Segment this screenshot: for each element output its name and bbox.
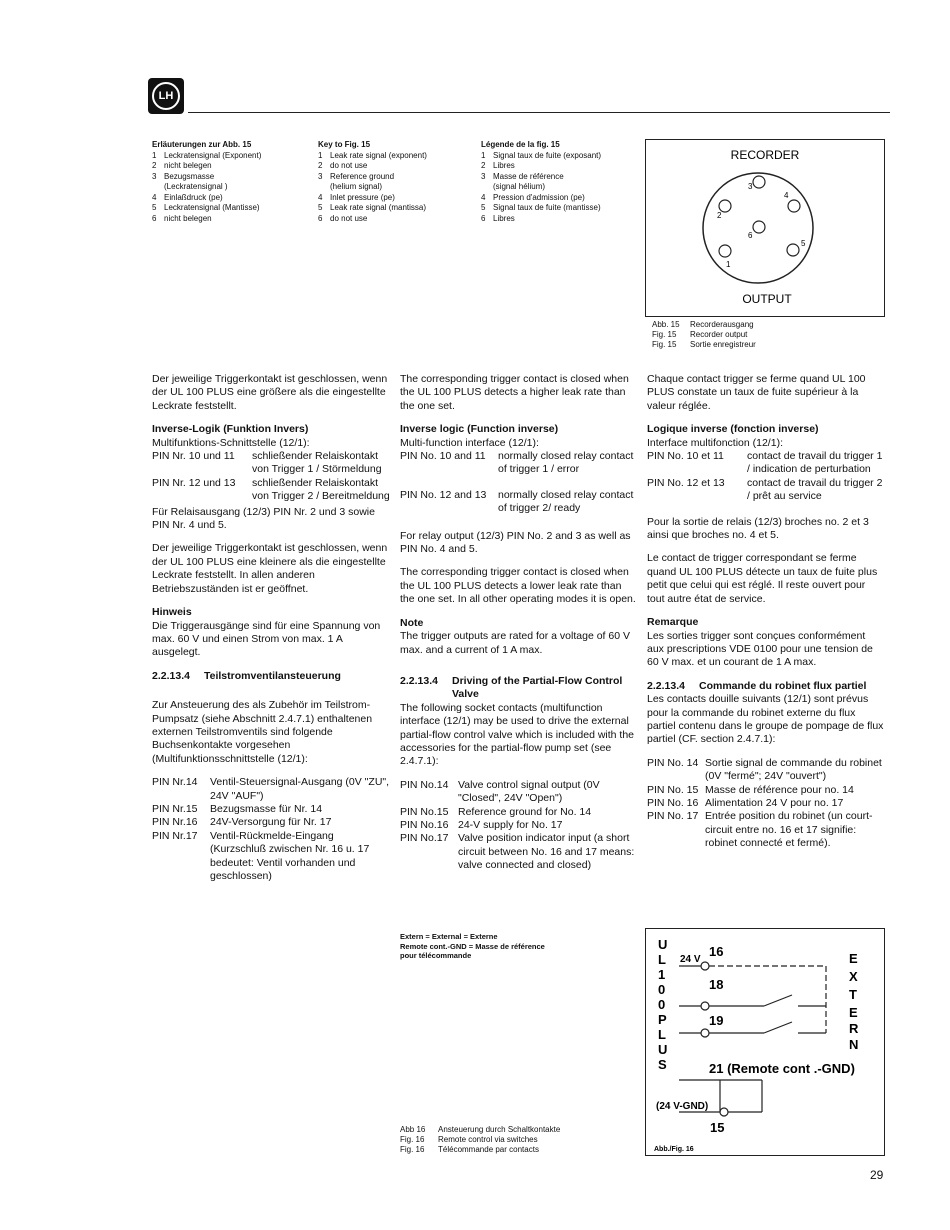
svg-text:X: X [849, 969, 858, 984]
legend-item: 6 Libres [481, 213, 515, 223]
svg-text:1: 1 [658, 967, 666, 982]
recorder-title: RECORDER [730, 148, 800, 162]
pin-label-6: 6 [748, 231, 753, 240]
note-heading: Hinweis [152, 606, 192, 619]
legend-item: 6 do not use [318, 213, 368, 223]
svg-text:N: N [849, 1037, 859, 1052]
pin-4 [788, 200, 800, 212]
legend-item: 1 Leckratensignal (Exponent) [152, 150, 262, 160]
legend-item: 4 Inlet pressure (pe) [318, 192, 395, 202]
column-german [152, 373, 390, 883]
leybold-logo [148, 78, 184, 114]
legend-item: 2 do not use [318, 161, 368, 170]
paragraph: Chaque contact trigger se ferme quand UL 100 PLUS constate un taux de fuite supérieur à la valeur réglée. [647, 373, 866, 412]
legend-item: 4 Pression d'admission (pe) [481, 192, 585, 202]
pin-3 [753, 176, 765, 188]
pin-19-label: 19 [709, 1013, 724, 1028]
pin-row: PIN No. 12 et 13 contact de travail du trigger 2 / prêt au service [647, 476, 883, 503]
pin-18-label: 18 [709, 977, 724, 992]
pin-19 [701, 1029, 709, 1037]
extern-vertical-label [849, 951, 859, 1052]
paragraph: Der jeweilige Triggerkontakt ist geschlossen, wenn der UL 100 PLUS eine größere als die eingestellte Leckrate feststellt. [152, 373, 388, 412]
paragraph: Interface multifonction (12/1): [647, 436, 783, 449]
pin-21-label: 21 (Remote cont .-GND) [709, 1061, 855, 1076]
pin-18 [701, 1002, 709, 1010]
note-heading: Remarque [647, 616, 699, 629]
svg-text:0: 0 [658, 997, 666, 1012]
switch-18 [764, 995, 792, 1006]
legend-title: Key to Fig. 15 [318, 140, 371, 149]
pin-label-1: 1 [726, 260, 731, 269]
pin-5 [787, 244, 799, 256]
legend-title: Légende de la fig. 15 [481, 140, 560, 149]
legend-fr [481, 140, 646, 224]
paragraph: Für Relaisausgang (12/3) PIN Nr. 2 und 3 sowie PIN Nr. 4 und 5. [152, 505, 375, 532]
pin-label-2: 2 [717, 211, 722, 220]
pin-label-5: 5 [801, 239, 806, 248]
pin-15-label: 15 [710, 1120, 725, 1135]
section-heading: 2.2.13.4 Commande du robinet flux partiel [647, 679, 867, 692]
legend-item: 2 nicht belegen [152, 161, 212, 170]
legend-item: 3 Bezugsmasse (Leckratensignal ) [152, 171, 228, 191]
ground-24v-label: (24 V-GND) [656, 1101, 709, 1112]
pin-row: PIN No. 15 Masse de référence pour no. 14 [647, 783, 854, 796]
svg-text:L: L [658, 952, 666, 967]
svg-text:U: U [658, 1042, 668, 1057]
subheading: Inverse-Logik (Funktion Invers) [152, 423, 309, 436]
fig16-abbreviation-note: Extern = External = Externe Remote cont.-GND = Masse de référence pour télécommande [400, 932, 545, 960]
paragraph: Les contacts douille suivants (12/1) sont prévus pour la commande du robinet externe du flux partiel contenu dans le groupe de pompage de flux partiel (CF. section 2.4.7.1): [647, 693, 884, 746]
legend-item: 1 Leak rate signal (exponent) [318, 150, 427, 160]
subheading: Inverse logic (Function inverse) [400, 423, 559, 436]
legend-item: 6 nicht belegen [152, 213, 212, 223]
svg-text:E: E [849, 951, 858, 966]
remote-control-figure [645, 928, 885, 1156]
pin-row: PIN Nr.14 Ventil-Steuersignal-Ausgang (0V "ZU", 24V "AUF") [152, 776, 390, 802]
pin-label-3: 3 [748, 182, 753, 191]
legend-item: 5 Signal taux de fuite (mantisse) [481, 203, 601, 212]
legend-item: 1 Signal taux de fuite (exposant) [481, 150, 602, 160]
legend-item: 3 Reference ground (helium signal) [318, 171, 395, 191]
column-french [647, 373, 885, 851]
paragraph: Pour la sortie de relais (12/3) broches no. 2 et 3 ainsi que broches no. 4 et 5. [647, 515, 869, 542]
legend-item: 3 Masse de référence (signal hélium) [481, 171, 564, 191]
pin-16-label: 16 [709, 944, 724, 959]
pin-row: PIN No. 10 and 11 normally closed relay contact of trigger 1 / error [400, 450, 634, 476]
section-heading: 2.2.13.4 Teilstromventilansteuerung [152, 669, 341, 682]
pin-row: PIN Nr. 10 und 11 schließender Relaiskontakt von Trigger 1 / Störmeldung [152, 450, 382, 476]
paragraph: The corresponding trigger contact is closed when the UL 100 PLUS detects a lower leak rate than the one set. In all other operating modes it is open. [400, 566, 636, 606]
ul100plus-vertical-label [658, 937, 667, 1072]
pin-row: PIN No.17 Valve position indicator input (a short circuit between No. 16 and 17 means: valve connected and closed) [400, 832, 635, 872]
section-heading: 2.2.13.4 Driving of the Partial-Flow Control Valve [400, 674, 623, 701]
switch-19 [764, 1022, 792, 1033]
svg-text:T: T [849, 987, 857, 1002]
paragraph: The following socket contacts (multifunction interface (12/1) may be used to drive the external partial-flow control valve which is included with the accessories for the partial-flow pump set (see 2.4.7.1): [400, 701, 635, 768]
recorder-figure [645, 139, 885, 317]
pin-row: PIN No. 17 Entrée position du robinet (un court-circuit entre no. 16 et 17 signifie: robinet connecté et fermé). [647, 810, 873, 850]
paragraph: Multi-function interface (12/1): [400, 436, 539, 449]
fig16-caption: Abb 16 Ansteuerung durch Schaltkontakte Fig. 16 Remote control via switches Fig. 16 Télécommande par contacts [400, 1125, 561, 1154]
legend-title: Erläuterungen zur Abb. 15 [152, 140, 252, 149]
svg-text:S: S [658, 1057, 667, 1072]
paragraph: Le contact de trigger correspondant se ferme quand UL 100 PLUS détecte un taux de fuite plus petit que celui qui est réglé. Il reste ouvert pour tout autre état de service. [647, 552, 878, 605]
paragraph: Der jeweilige Triggerkontakt ist geschlossen, wenn der UL 100 PLUS eine kleinere als die eingestellte Leckrate feststellt. In allen anderen Betriebszuständen ist er geöffnet. [152, 542, 388, 595]
remote-control-diagram [646, 929, 884, 1155]
paragraph: The corresponding trigger contact is closed when the UL 100 PLUS detects a higher leak rate than the one set. [400, 373, 629, 412]
note-heading: Note [400, 616, 424, 629]
paragraph: Zur Ansteuerung des als Zubehör im Teilstrom-Pumpsatz (siehe Abschnitt 2.4.7.1) enthaltenen externen Teilstromventils sind folgende Buchsenkontakte vorgesehen (Multifunktionsschnittstelle (12/1): [152, 699, 373, 765]
svg-text:R: R [849, 1021, 859, 1036]
svg-text:L: L [658, 1027, 666, 1042]
legend-en [318, 140, 483, 224]
paragraph: Die Triggerausgänge sind für eine Spannung von max. 60 V und einen Strom von max. 1 A ausgelegt. [152, 619, 381, 659]
recorder-connector-diagram [646, 140, 884, 316]
pin-1 [719, 245, 731, 257]
recorder-footer: OUTPUT [742, 292, 792, 306]
paragraph: Les sorties trigger sont conçues conformément aux prescriptions VDE 0100 pour une tension de 60 V max. et un courant de 1 A max. [647, 629, 873, 669]
pin-16 [701, 962, 709, 970]
pin-row: PIN No.16 24-V supply for No. 17 [400, 818, 563, 831]
svg-text:0: 0 [658, 982, 666, 997]
pin-row: PIN No. 14 Sortie signal de commande du robinet (0V "fermé"; 24V "ouvert") [647, 756, 882, 783]
paragraph: For relay output (12/3) PIN No. 2 and 3 as well as PIN No. 4 and 5. [400, 529, 631, 556]
header-rule [188, 112, 890, 113]
pin-6 [753, 221, 765, 233]
svg-text:E: E [849, 1005, 858, 1020]
pin-row: PIN No. 10 et 11 contact de travail du trigger 1 / indication de perturbation [647, 450, 883, 476]
pin-row: PIN Nr.17 Ventil-Rückmelde-Eingang (Kurzschluß zwischen Nr. 16 u. 17 bedeutet: Ventil vorhanden und geschlossen) [152, 829, 370, 882]
legend-item: 5 Leak rate signal (mantissa) [318, 203, 427, 212]
legend-item: 2 Libres [481, 161, 515, 170]
subheading: Logique inverse (fonction inverse) [647, 423, 819, 436]
pin-row: PIN No. 12 and 13 normally closed relay contact of trigger 2/ ready [400, 488, 634, 515]
legend-de [152, 140, 317, 224]
pin-row: PIN No.14 Valve control signal output (0V "Closed", 24V "Open") [400, 778, 600, 805]
paragraph: The trigger outputs are rated for a voltage of 60 V max. and a current of 1 A max. [400, 630, 630, 656]
paragraph: Multifunktions-Schnittstelle (12/1): [152, 436, 310, 449]
fig16-abb-label: Abb./Fig. 16 [654, 1146, 694, 1153]
connector-outline [703, 173, 813, 283]
fig15-caption: Abb. 15 Recorderausgang Fig. 15 Recorder output Fig. 15 Sortie enregistreur [652, 320, 756, 349]
logo-text: LH [152, 82, 180, 110]
svg-text:U: U [658, 937, 668, 952]
pin-row: PIN Nr. 12 und 13 schließender Relaiskontakt von Trigger 2 / Bereitmeldung [152, 476, 390, 503]
legend-item: 4 Einlaßdruck (pe) [152, 192, 223, 202]
page-number: 29 [870, 1168, 884, 1182]
svg-text:P: P [658, 1012, 667, 1027]
pin-row: PIN Nr.15 Bezugsmasse für Nr. 14 [152, 802, 323, 815]
voltage-label: 24 V [680, 954, 701, 965]
pin-label-4: 4 [784, 191, 789, 200]
pin-row: PIN Nr.16 24V-Versorgung für Nr. 17 [152, 816, 332, 829]
legend-item: 5 Leckratensignal (Mantisse) [152, 203, 260, 212]
pin-15 [720, 1108, 728, 1116]
pin-row: PIN No. 16 Alimentation 24 V pour no. 17 [647, 796, 844, 809]
pin-row: PIN No.15 Reference ground for No. 14 [400, 805, 592, 818]
column-english [400, 373, 638, 873]
